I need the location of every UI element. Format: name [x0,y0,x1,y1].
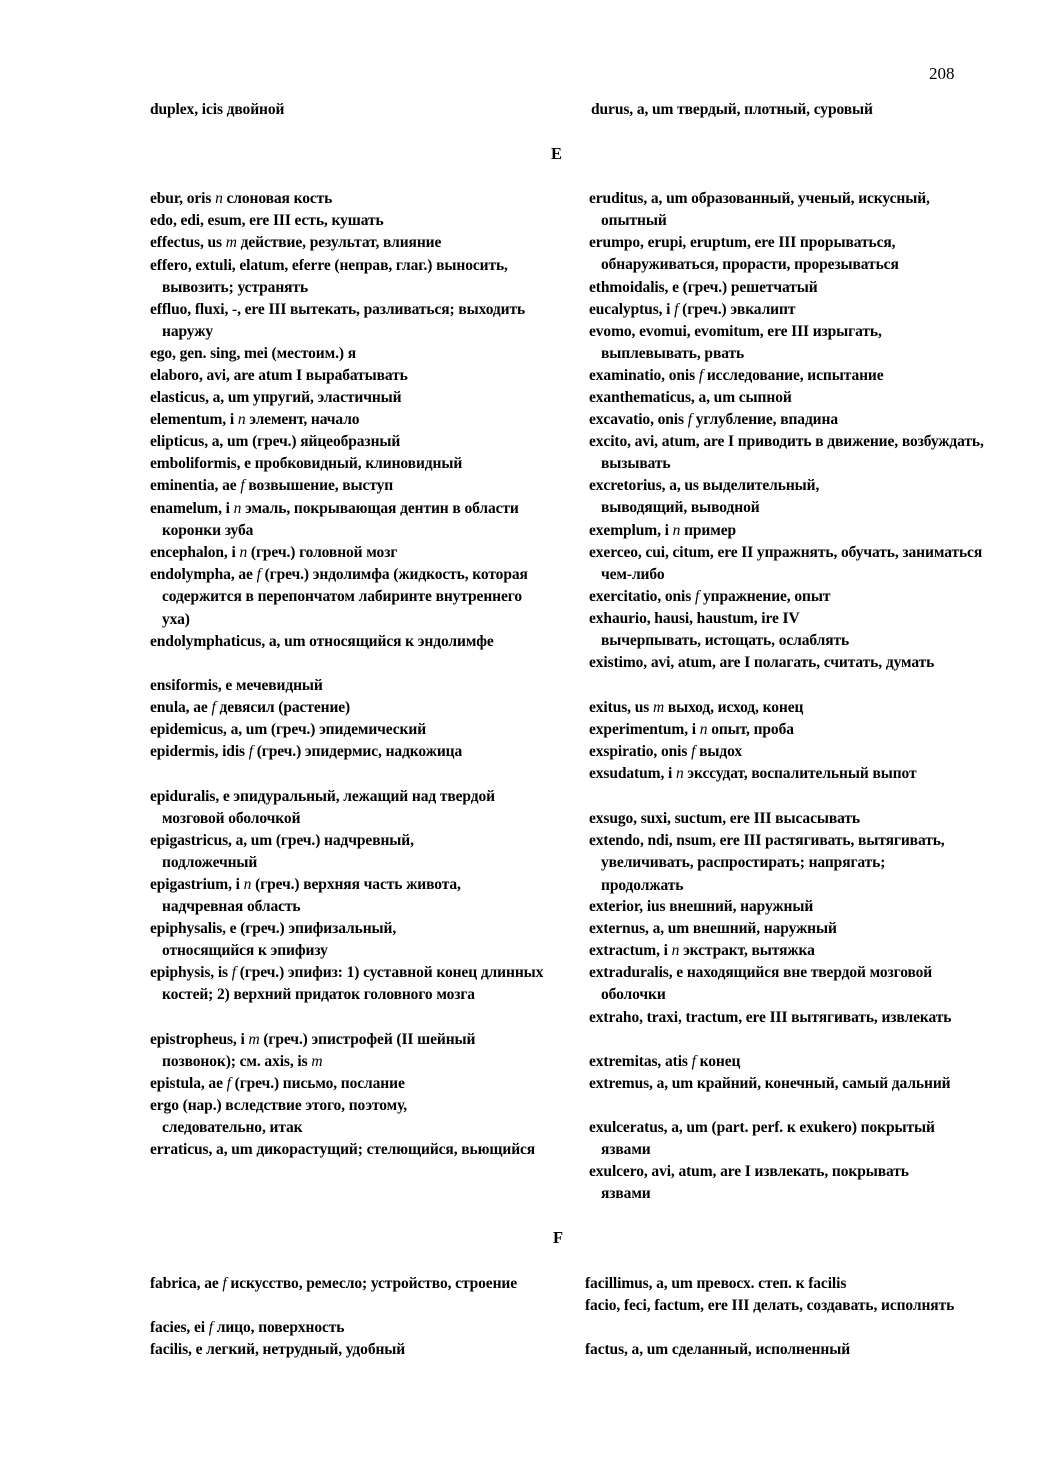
entry: effero, extuli, elatum, eferre (неправ, глаг.) выносить, вывозить; устранять [150,257,508,297]
gender-marker: f [248,743,253,760]
entry: effectus, us m действие, результат, влияние [150,234,442,251]
entry: experimentum, i n опыт, проба [589,721,794,738]
gender-marker: n [672,522,681,539]
gender-marker: f [691,743,696,760]
gender-marker: f [211,699,216,716]
entry: elasticus, a, um упругий, эластичный [150,389,402,406]
gender-marker: f [222,1275,227,1292]
entry: exspiratio, onis f выдох [589,743,743,760]
entry: epidermis, idis f (греч.) эпидермис, надкожица [150,743,463,760]
gender-marker: f [256,566,261,583]
entry: ego, gen. sing, mei (местоим.) я [150,345,356,362]
gender-marker: f [240,477,245,494]
gender-marker: n [233,500,242,517]
entry: excavatio, onis f углубление, впадина [589,411,838,428]
entry: endolympha, ae f (греч.) эндолимфа (жидкость, которая содержится в перепончатом лабиринте внутреннего уха) [150,566,528,628]
entry: exitus, us m выход, исход, конец [589,699,804,716]
entry: exemplum, i n пример [589,522,737,539]
entry: effluo, fluxi, -, ere III вытекать, разливаться; выходить наружу [150,301,526,341]
gender-marker: f [691,1053,696,1070]
gender-marker: n [671,942,680,959]
entry: facio, feci, factum, ere III делать, создавать, исполнять [585,1297,955,1314]
section-letter-e: E [551,144,563,163]
entry: epiphysalis, e (греч.) эпифизальный, относящийся к эпифизу [150,920,397,960]
gender-marker: f [226,1075,231,1092]
gender-marker: n [215,190,223,207]
entry: extremus, a, um крайний, конечный, самый дальний [589,1075,951,1092]
gender-marker: f [687,411,692,428]
entry: exerceo, cui, citum, ere II упражнять, обучать, заниматься чем-либо [589,544,983,584]
entry: epiphysis, is f (греч.) эпифиз: 1) суставной конец длинных костей; 2) верхний придаток головного мозга [150,964,544,1004]
entry: enula, ae f девясил (растение) [150,699,351,716]
entry: epistula, ae f (греч.) письмо, послание [150,1075,405,1092]
section-letter-f: F [553,1228,564,1247]
entry: exsugo, suxi, suctum, ere III высасывать [589,810,860,827]
entry: ergo (нар.) вследствие этого, поэтому, следовательно, итак [150,1097,407,1137]
entry: examinatio, onis f исследование, испытание [589,367,884,384]
gender-marker: n [239,544,248,561]
entry: erumpo, erupi, eruptum, ere III прорываться, обнаруживаться, прорасти, прорезываться [589,234,899,274]
entry: enamelum, i n эмаль, покрывающая дентин в области коронки зуба [150,500,519,540]
entry: epidemicus, a, um (греч.) эпидемический [150,721,427,738]
entry: ethmoidalis, e (греч.) решетчатый [589,279,818,296]
entry: fabrica, ae f искусство, ремесло; устройство, строение [150,1275,518,1292]
entry: extremitas, atis f конец [589,1053,741,1070]
entry: durus, a, um твердый, плотный, суровый [591,101,873,118]
entry: excito, avi, atum, are I приводить в движение, возбуждать, вызывать [589,433,984,473]
entry: eucalyptus, i f (греч.) эвкалипт [589,301,796,318]
entry: erraticus, a, um дикорастущий; стелющийся, вьющийся [150,1141,536,1158]
entry: exanthematicus, a, um сыпной [589,389,792,406]
gender-marker: n [243,876,252,893]
entry: facilis, e легкий, нетрудный, удобный [150,1341,406,1358]
entry: epigastricus, a, um (греч.) надчревный, подложечный [150,832,414,872]
gender-marker: n [237,411,246,428]
gender-marker: n [675,765,684,782]
entry: excretorius, a, us выделительный, выводящий, выводной [589,477,820,517]
gender-marker: m [311,1053,323,1071]
entry: factus, a, um сделанный, исполненный [585,1341,851,1358]
entry: ebur, oris n слоновая кость [150,190,333,207]
entry: epigastrium, i n (греч.) верхняя часть живота, надчревная область [150,876,461,916]
entry: ensiformis, e мечевидный [150,677,323,694]
entry: exhaurio, hausi, haustum, ire IV вычерпывать, истощать, ослаблять [589,610,850,650]
entry: facies, ei f лицо, поверхность [150,1319,345,1336]
gender-marker: f [208,1319,213,1336]
entry: eruditus, a, um образованный, ученый, искусный, опытный [589,190,930,230]
entry: eminentia, ae f возвышение, выступ [150,477,394,494]
gender-marker: m [225,234,237,251]
entry: exsudatum, i n экссудат, воспалительный выпот [589,765,917,782]
gender-marker: f [694,588,700,605]
entry: encephalon, i n (греч.) головной мозг [150,544,398,561]
gender-marker: f [674,301,679,318]
entry: facillimus, a, um превосх. степ. к facilis [585,1275,847,1292]
entry: elementum, i n элемент, начало [150,411,360,428]
gender-marker: m [652,699,665,716]
entry: existimo, avi, atum, are I полагать, считать, думать [589,654,935,671]
entry: endolymphaticus, a, um относящийся к эндолимфе [150,633,494,650]
gender-marker: f [231,964,236,981]
entry: epistropheus, i m (греч.) эпистрофей (II шейный позвонок); см. axis, is m [150,1031,476,1071]
entry: exulceratus, a, um (part. perf. к exukero) покрытый язвами [589,1119,935,1159]
entry: extraho, traxi, tractum, ere III вытягивать, извлекать [589,1009,952,1026]
entry: epiduralis, e эпидуральный, лежащий над твердой мозговой оболочкой [150,788,495,828]
entry: duplex, icis двойной [150,101,285,118]
entry: extraduralis, e находящийся вне твердой мозговой оболочки [589,964,933,1004]
entry: emboliformis, e пробковидный, клиновидный [150,455,463,472]
gender-marker: f [698,367,704,384]
entry: exulcero, avi, atum, are I извлекать, покрывать язвами [589,1163,909,1203]
gender-marker: m [248,1031,260,1048]
page-number: 208 [929,64,955,83]
entry: elaboro, avi, are atum I вырабатывать [150,367,408,384]
entry: extendo, ndi, nsum, ere III растягивать, вытягивать, увеличивать, распростирать; напрягать; продолжать [589,832,945,894]
entry: edo, edi, esum, ere III есть, кушать [150,212,384,229]
gender-marker: n [699,721,708,738]
entry: exercitatio, onis f упражнение, опыт [589,588,831,605]
entry: evomo, evomui, evomitum, ere III изрыгать, выплевывать, рвать [589,323,882,363]
entry: externus, a, um внешний, наружный [589,920,837,937]
entry: exterior, ius внешний, наружный [589,898,814,915]
entry: elipticus, a, um (греч.) яйцеобразный [150,433,401,450]
entry: extractum, i n экстракт, вытяжка [589,942,815,959]
